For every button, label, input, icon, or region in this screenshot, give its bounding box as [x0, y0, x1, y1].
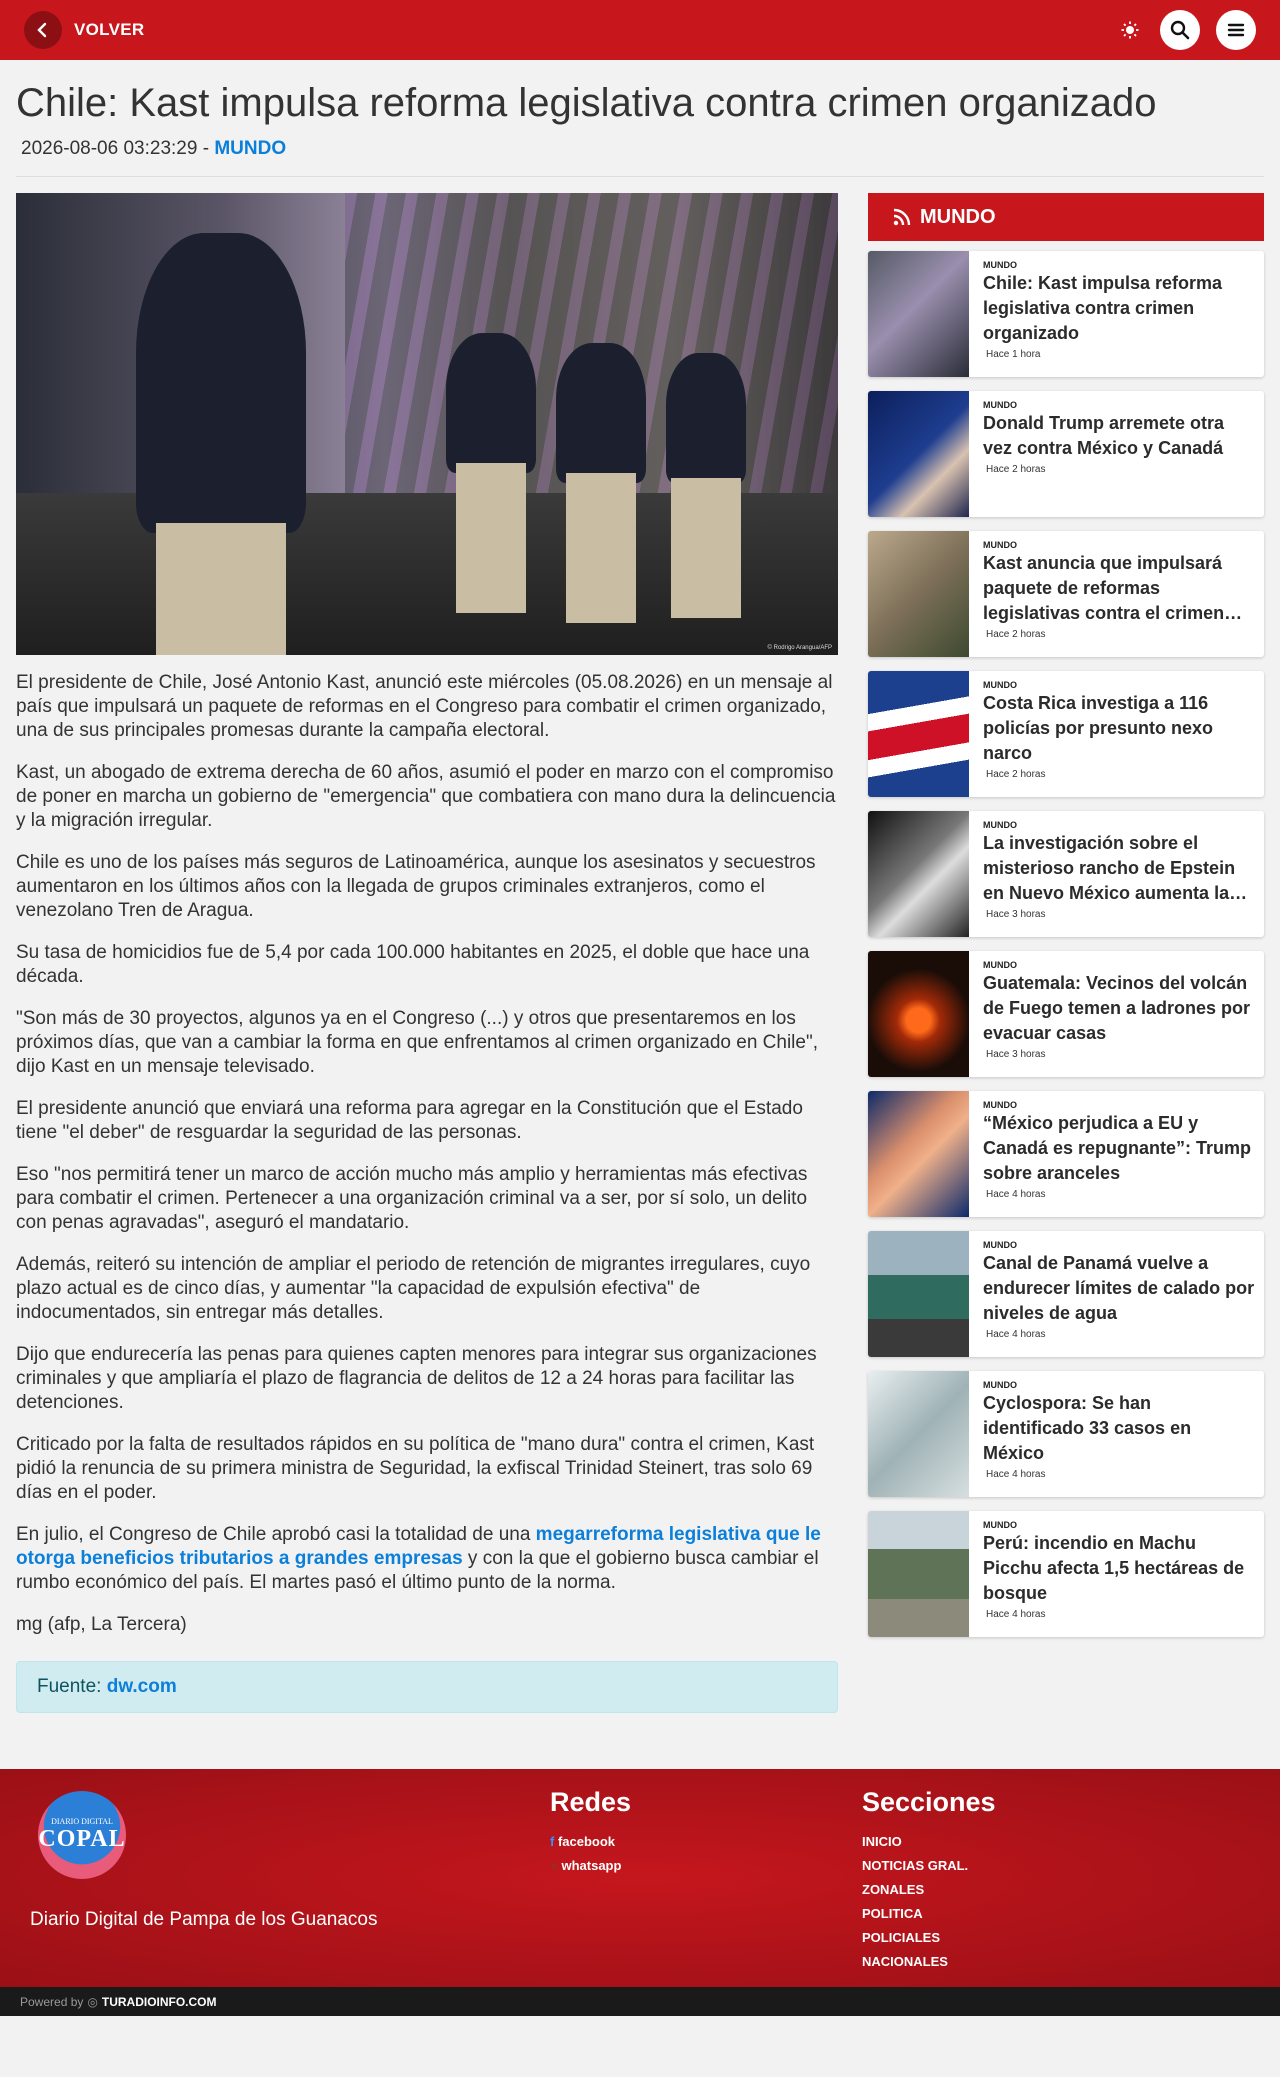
chevron-left-icon [24, 11, 62, 49]
news-time: Hace 3 horas [986, 1049, 1046, 1060]
news-thumbnail[interactable] [868, 391, 969, 517]
news-card-body [969, 811, 1264, 937]
news-time: Hace 2 horas [986, 629, 1046, 640]
whatsapp-label: whatsapp [561, 1858, 622, 1873]
secciones-heading: Secciones [862, 1787, 996, 1817]
brightness-icon[interactable] [1116, 16, 1144, 44]
article-paragraph: Kast, un abogado de extrema derecha de 60 años, asumió el poder en marzo con el compromiso de poner en marcha un gobierno de "emergencia" que combatiera con mano dura la delincuencia y la migración irregular. [16, 762, 836, 831]
section-link-policiales[interactable]: POLICIALES [862, 1930, 941, 1945]
section-link-noticias-gral[interactable]: NOTICIAS GRAL. [862, 1858, 969, 1873]
article-paragraph: El presidente anunció que enviará una reforma para agregar en la Constitución que el Estado tiene "el deber" de resguardar la seguridad de las personas. [16, 1098, 803, 1143]
news-category: MUNDO [983, 820, 1017, 830]
news-time: Hace 4 horas [986, 1189, 1046, 1200]
search-icon [1170, 20, 1190, 40]
article-paragraph: El presidente de Chile, José Antonio Kast, anunció este miércoles (05.08.2026) en un mensaje al país que impulsará un paquete de reformas en el Congreso para combatir el crimen organizado, una de sus principales promesas durante la campaña electoral. [16, 672, 833, 741]
news-title[interactable]: Perú: incendio en Machu Picchu afecta 1,5 hectáreas de bosque [983, 1533, 1245, 1603]
sidebar-news-card[interactable] [868, 1511, 1264, 1637]
sidebar-news-card[interactable] [868, 951, 1264, 1077]
news-time: Hace 3 horas [986, 909, 1046, 920]
facebook-label: facebook [557, 1834, 616, 1849]
news-time: Hace 4 horas [986, 1329, 1046, 1340]
article-category-link[interactable]: MUNDO [214, 138, 287, 159]
news-card-body [969, 391, 1264, 517]
news-time: Hace 1 hora [986, 349, 1041, 360]
link-paragraph-before: En julio, el Congreso de Chile aprobó casi la totalidad de una [16, 1524, 536, 1545]
article-paragraph: Además, reiteró su intención de ampliar el periodo de retención de migrantes irregulares, cuyo plazo actual es de cinco días, y aumentar "la capacidad de expulsión efectiva" de indocumentados, sin entregar más detalles. [16, 1254, 811, 1323]
page-title: Chile: Kast impulsa reforma legislativa contra crimen organizado [16, 81, 1157, 125]
article-paragraph: Su tasa de homicidios fue de 5,4 por cada 100.000 habitantes en 2025, el doble que hace una década. [16, 942, 810, 987]
article-date: 2026-08-06 03:23:29 [21, 138, 198, 159]
section-link-nacionales[interactable]: NACIONALES [862, 1954, 948, 1969]
sidebar-news-card[interactable] [868, 531, 1264, 657]
news-title[interactable]: Guatemala: Vecinos del volcán de Fuego temen a ladrones por evacuar casas [983, 973, 1251, 1043]
news-thumbnail[interactable] [868, 671, 969, 797]
news-title[interactable]: Kast anuncia que impulsará paquete de reformas legislativas contra el crimen [983, 553, 1225, 623]
back-button[interactable] [24, 11, 144, 49]
powered-by-brand[interactable]: TURADIOINFO.COM [101, 1994, 217, 2009]
site-tagline: Diario Digital de Pampa de los Guanacos [30, 1909, 378, 1930]
news-card-body [969, 671, 1264, 797]
site-footer [0, 1769, 1280, 1987]
news-thumbnail[interactable] [868, 531, 969, 657]
whatsapp-icon: ● [550, 1858, 558, 1873]
news-category: MUNDO [983, 400, 1017, 410]
news-title[interactable]: Costa Rica investiga a 116 policías por presunto nexo narco [983, 693, 1214, 763]
news-card-body [969, 951, 1264, 1077]
powered-by-label: Powered by [20, 1994, 84, 2009]
redes-heading: Redes [550, 1787, 632, 1817]
news-category: MUNDO [983, 1240, 1017, 1250]
sidebar-news-card[interactable] [868, 811, 1264, 937]
news-title[interactable]: Chile: Kast impulsa reforma legislativa contra crimen organizado [983, 273, 1223, 343]
source-link[interactable]: dw.com [106, 1676, 177, 1697]
news-card-body [969, 1091, 1264, 1217]
sidebar-news-card[interactable] [868, 1371, 1264, 1497]
article-paragraph: Eso "nos permitirá tener un marco de acción mucho más amplio y herramientas más efectivas para combatir el crimen. Pertenecer a una organización criminal va a ser, por sí solo, un delito con penas agravadas", aseguró el mandatario. [16, 1164, 808, 1233]
news-title[interactable]: Canal de Panamá vuelve a endurecer límites de calado por niveles de agua [983, 1253, 1255, 1323]
powered-by-bar [0, 1987, 1280, 2016]
news-category: MUNDO [983, 1380, 1017, 1390]
image-credit: © Rodrigo Arangua/AFP [767, 645, 832, 651]
article-paragraph: Dijo que endurecería las penas para quienes capten menores para integrar sus organizaciones criminales y que ampliaría el plazo de flagrancia de delitos de 12 a 24 horas para facilitar las detenciones. [16, 1344, 817, 1413]
link-paragraph-after: y con la que el gobierno busca cambiar el rumbo económico del país. El martes pasó el último punto de la norma. [16, 1548, 819, 1593]
logo-main-text: COPAL [38, 1826, 126, 1852]
article-meta [21, 138, 1264, 160]
sidebar-news-card[interactable] [868, 391, 1264, 517]
news-card-body [969, 1511, 1264, 1637]
menu-icon [1227, 22, 1245, 38]
sidebar-news-card[interactable] [868, 671, 1264, 797]
header-divider [16, 176, 1264, 177]
news-time: Hace 2 horas [986, 464, 1046, 475]
facebook-link[interactable] [550, 1830, 631, 1854]
news-category: MUNDO [983, 540, 1017, 550]
top-bar [0, 0, 1280, 60]
news-card-body [969, 251, 1264, 377]
sidebar-news-card[interactable] [868, 1091, 1264, 1217]
article-paragraph: Criticado por la falta de resultados rápidos en su política de "mano dura" contra el crimen, Kast pidió la renuncia de su primera ministra de Seguridad, la exfiscal Trinidad Steinert, tras solo 69 días en el poder. [16, 1434, 815, 1503]
article-signature: mg (afp, La Tercera) [16, 1614, 187, 1635]
sidebar-heading-label: MUNDO [920, 205, 996, 228]
turadioinfo-icon: ◎ [87, 1994, 98, 2009]
article-hero-image [16, 193, 838, 655]
sidebar-heading [868, 193, 1264, 241]
news-title[interactable]: “México perjudica a EU y Canadá es repugnante”: Trump sobre aranceles [983, 1113, 1252, 1183]
news-thumbnail[interactable] [868, 1511, 969, 1637]
news-thumbnail[interactable] [868, 1091, 969, 1217]
news-title[interactable]: Cyclospora: Se han identificado 33 casos en México [983, 1393, 1192, 1463]
news-title[interactable]: Donald Trump arremete otra vez contra México y Canadá [983, 413, 1225, 458]
footer-redes-column [550, 1787, 631, 1878]
news-thumbnail[interactable] [868, 951, 969, 1077]
news-card-body [969, 1231, 1264, 1357]
news-thumbnail[interactable] [868, 1371, 969, 1497]
sidebar-news-list [868, 251, 1264, 1637]
news-time: Hace 2 horas [986, 769, 1046, 780]
source-label: Fuente: [37, 1676, 102, 1697]
logo-top-text: DIARIO DIGITAL [51, 1817, 113, 1826]
related-news-sidebar [868, 193, 1264, 1713]
search-button[interactable] [1160, 10, 1200, 50]
news-card-body [969, 1371, 1264, 1497]
meta-separator: - [202, 138, 210, 159]
article-paragraph-with-link [16, 1523, 838, 1595]
sidebar-news-card[interactable] [868, 251, 1264, 377]
article-paragraph: "Son más de 30 proyectos, algunos ya en el Congreso (...) y otros que presentaremos en los próximos días, que van a cambiar la forma en que enfrentamos al crimen organizado en Chile", dijo Kast en un mensaje televisado. [16, 1008, 818, 1077]
facebook-icon: f [550, 1834, 555, 1849]
article-body [16, 671, 838, 1637]
news-category: MUNDO [983, 680, 1017, 690]
source-box [16, 1661, 838, 1713]
news-title[interactable]: La investigación sobre el misterioso rancho de Epstein en Nuevo México aumenta la [983, 833, 1236, 903]
news-category: MUNDO [983, 1520, 1017, 1530]
section-link-zonales[interactable]: ZONALES [862, 1882, 925, 1897]
footer-secciones-column [862, 1787, 996, 1974]
news-category: MUNDO [983, 960, 1017, 970]
section-link-politica[interactable]: POLITICA [862, 1906, 923, 1921]
sidebar-news-card[interactable] [868, 1231, 1264, 1357]
article-paragraph: Chile es uno de los países más seguros de Latinoamérica, aunque los asesinatos y secuestros aumentaron en los últimos años con la llegada de grupos criminales extranjeros, como el venezolano Tren de Aragua. [16, 852, 816, 921]
section-link-inicio[interactable]: INICIO [862, 1834, 902, 1849]
news-thumbnail[interactable] [868, 1231, 969, 1357]
news-category: MUNDO [983, 260, 1017, 270]
news-thumbnail[interactable] [868, 251, 969, 377]
rss-icon [892, 207, 912, 227]
site-logo[interactable] [38, 1791, 126, 1879]
article-header [0, 60, 1280, 160]
news-time: Hace 4 horas [986, 1469, 1046, 1480]
megarreforma-link[interactable]: megarreforma legislativa que le otorga beneficios tributarios a grandes empresas [16, 1524, 821, 1569]
news-card-body [969, 531, 1264, 657]
news-thumbnail[interactable] [868, 811, 969, 937]
news-time: Hace 4 horas [986, 1609, 1046, 1620]
menu-button[interactable] [1216, 10, 1256, 50]
whatsapp-link[interactable] [550, 1854, 631, 1878]
news-category: MUNDO [983, 1100, 1017, 1110]
back-label: VOLVER [74, 20, 145, 39]
article-main [16, 193, 838, 1713]
